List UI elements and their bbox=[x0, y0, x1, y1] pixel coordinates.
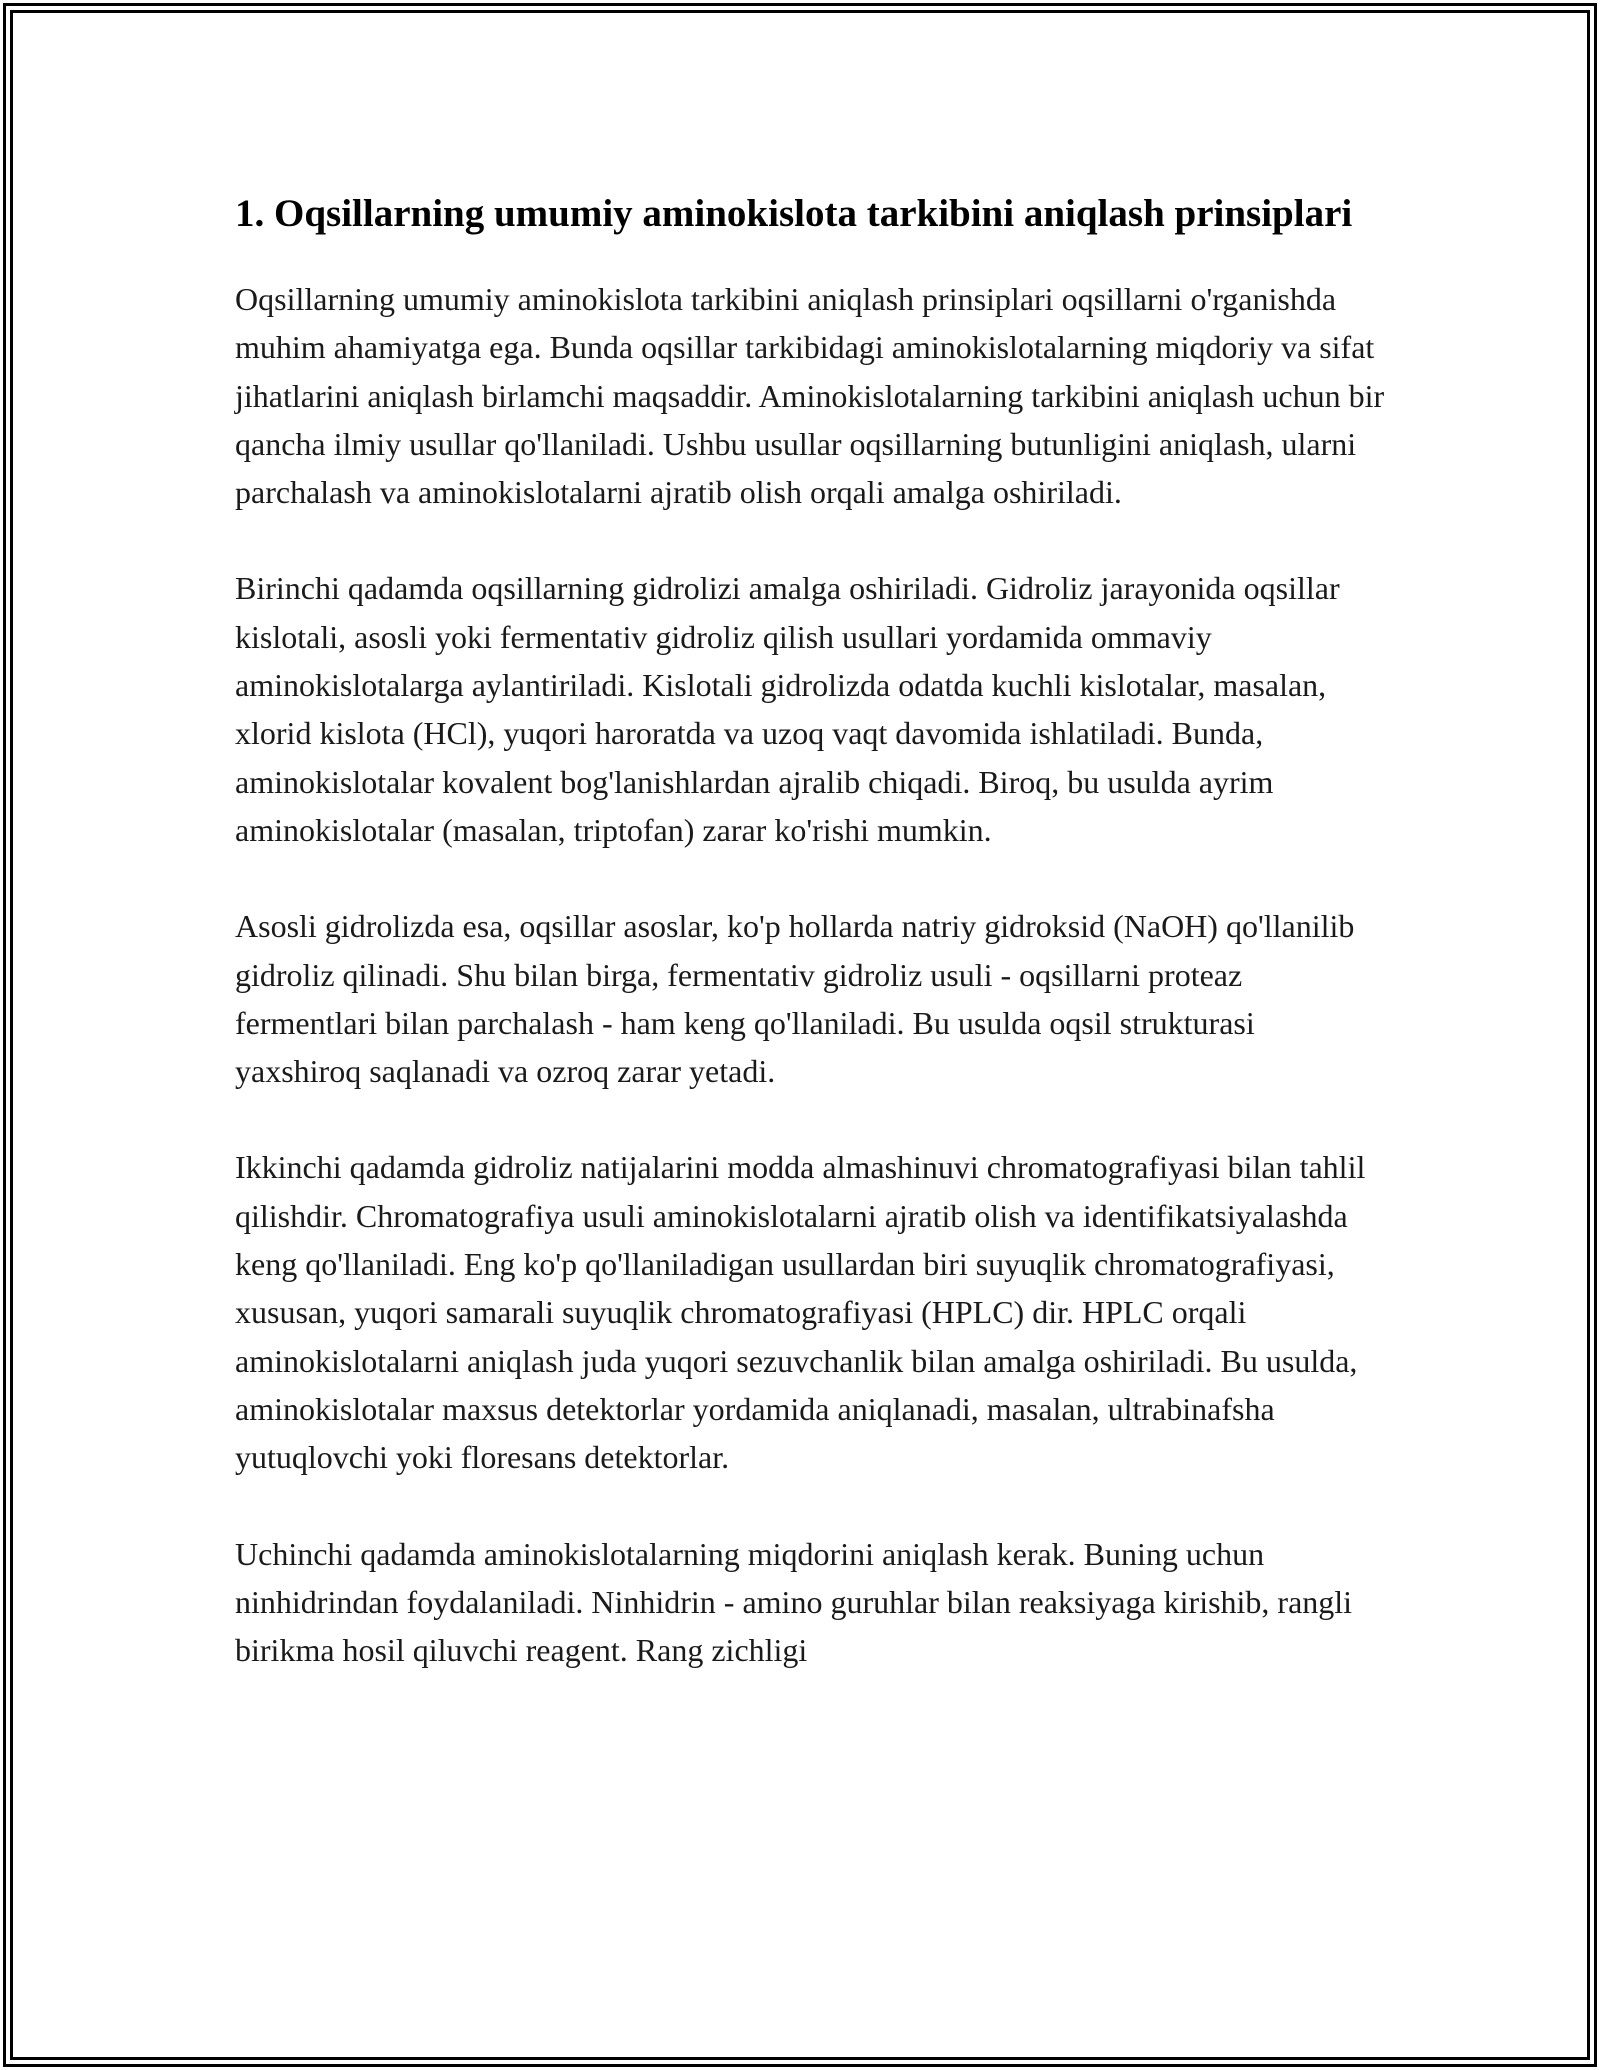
document-body bbox=[235, 186, 1385, 1722]
page-title: 1. Oqsillarning umumiy aminokislota tarkibini aniqlash prinsiplari bbox=[235, 192, 1353, 235]
paragraph-3: Asosli gidrolizda esa, oqsillar asoslar, ko'p hollarda natriy gidroksid (NaOH) qo'llanilib gidroliz qilinadi. Shu bilan birga, fermentativ gidroliz usuli - oqsillarni proteaz fermentlari bilan parchalash - ham keng qo'llaniladi. Bu usulda oqsil strukturasi yaxshiroq saqlanadi va ozroq zarar yetadi. bbox=[235, 908, 1355, 1090]
paragraph-4: Ikkinchi qadamda gidroliz natijalarini modda almashinuvi chromatografiyasi bilan tahlil qilishdir. Chromatografiya usuli aminokislotalarni ajratib olish va identifikatsiyalashda keng qo'llaniladi. Eng ko'p qo'llaniladigan usullardan biri suyuqlik chromatografiyasi, xususan, yuqori samarali suyuqlik chromatografiyasi (HPLC) dir. HPLC orqali aminokislotalarni aniqlash juda yuqori sezuvchanlik bilan amalga oshiriladi. Bu usulda, aminokislotalar maxsus detektorlar yordamida aniqlanadi, masalan, ultrabinafsha yutuqlovchi yoki floresans detektorlar. bbox=[235, 1149, 1366, 1476]
paragraph-1: Oqsillarning umumiy aminokislota tarkibini aniqlash prinsiplari oqsillarni o'rganishda muhim ahamiyatga ega. Bunda oqsillar tarkibidagi aminokislotalarning miqdoriy va sifat jihatlarini aniqlash birlamchi maqsaddir. Aminokislotalarning tarkibini aniqlash uchun bir qancha ilmiy usullar qo'llaniladi. Ushbu usullar oqsillarning butunligini aniqlash, ularni parchalash va aminokislotalarni ajratib olish orqali amalga oshiriladi. bbox=[235, 281, 1385, 511]
paragraph-5: Uchinchi qadamda aminokislotalarning miqdorini aniqlash kerak. Buning uchun ninhidrindan foydalaniladi. Ninhidrin - amino guruhlar bilan reaksiyaga kirishib, rangli birikma hosil qiluvchi reagent. Rang zichligi bbox=[235, 1535, 1353, 1669]
paragraph-2: Birinchi qadamda oqsillarning gidrolizi amalga oshiriladi. Gidroliz jarayonida oqsillar kislotali, asosli yoki fermentativ gidroliz qilish usullari yordamida ommaviy aminokislotalarga aylantiriladi. Kislotali gidrolizda odatda kuchli kislotalar, masalan, xlorid kislota (HCl), yuqori haroratda va uzoq vaqt davomida ishlatiladi. Bunda, aminokislotalar kovalent bog'lanishlardan ajralib chiqadi. Biroq, bu usulda ayrim aminokislotalar (masalan, triptofan) zarar ko'rishi mumkin. bbox=[235, 570, 1340, 848]
